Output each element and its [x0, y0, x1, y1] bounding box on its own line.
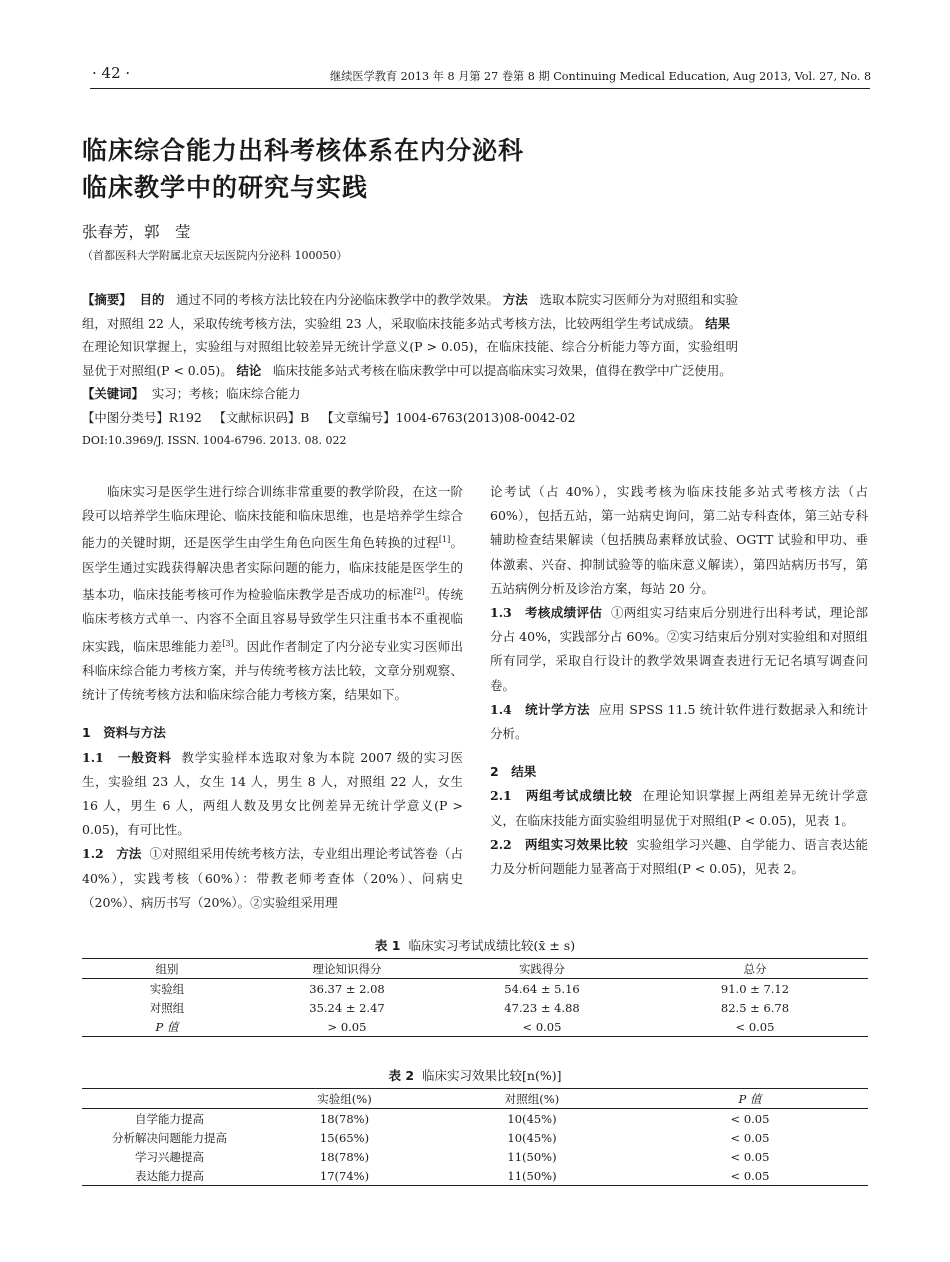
section-2-2 — [490, 833, 868, 881]
doccode-label: 【文献标识码】 — [213, 409, 301, 425]
doccode-value: B — [300, 409, 310, 425]
conclusion-label: 结论 — [236, 362, 262, 378]
section-2-heading: 2 结果 — [490, 764, 537, 780]
table-2-title: 临床实习效果比较[n(%)] — [422, 1068, 562, 1083]
table-cell: < 0.05 — [730, 1168, 770, 1183]
abstract-label: 【摘要】 — [82, 292, 132, 307]
table-cell: 36.37 ± 2.08 — [309, 981, 385, 996]
table-2-header-row — [82, 1089, 868, 1109]
result-label: 结果 — [705, 315, 731, 331]
table-cell: 10(45%) — [507, 1111, 557, 1126]
table-row — [82, 1166, 868, 1186]
method-continued: 论考试（占 40%），实践考核为临床技能多站式考核方法（占 60%），包括五站，第一站病史询问，第二站专科查体，第三站专科辅助检查结果解读（包括胰岛素释放试验、OGTT 试验和甲功、垂体激素、兴奋、抑制试验等的临床意义解读），第四站病历书写，第五站病例分析及诊治方案，每站 20 分。 — [490, 484, 868, 596]
title-line-2: 临床教学中的研究与实践 — [82, 173, 369, 202]
table-cell: 分析解决问题能力提高 — [112, 1130, 227, 1145]
table-2-header — [82, 1089, 257, 1109]
table-1-label: 表 1 — [374, 938, 401, 953]
citation-2: [2] — [413, 586, 425, 596]
table-cell: 18(78%) — [319, 1149, 370, 1164]
table-1 — [82, 958, 868, 1037]
table-1-caption — [80, 936, 870, 954]
section-1-4-label: 1.4 统计学方法 — [490, 701, 591, 717]
right-column — [490, 480, 868, 881]
section-1-1-label: 1.1 一般资料 — [82, 749, 172, 765]
table-cell: 对照组 — [149, 1000, 185, 1015]
table-cell: 学习兴趣提高 — [135, 1149, 204, 1164]
section-1-4 — [490, 698, 868, 746]
table-2 — [82, 1088, 868, 1186]
table-cell: P 值 — [155, 1019, 179, 1034]
section-1-2-label: 1.2 方法 — [82, 846, 142, 862]
table-cell: 11(50%) — [507, 1168, 557, 1183]
table-1-header: 理论知识得分 — [312, 961, 382, 976]
section-2-2-text: 实验组学习兴趣、自学能力、语言表达能力及分析问题能力显著高于对照组(P < 0.05)，见表 2。 — [490, 836, 868, 877]
table-1-header-row — [82, 959, 868, 979]
page-number: · 42 · — [92, 64, 131, 82]
doi-line: DOI:10.3969/J. ISSN. 1004-6796. 2013. 08. 022 — [82, 434, 347, 447]
table-cell: 实验组 — [149, 981, 185, 996]
citation-1: [1] — [438, 535, 451, 545]
section-1-3-label: 1.3 考核成绩评估 — [490, 605, 603, 621]
table-cell: 自学能力提高 — [135, 1111, 204, 1126]
section-2-1 — [490, 784, 868, 832]
section-2-2-label: 2.2 两组实习效果比较 — [490, 836, 628, 852]
table-2-caption — [80, 1066, 870, 1084]
article-title — [82, 132, 524, 206]
table-cell: 11(50%) — [507, 1149, 557, 1164]
keywords-label: 【关键词】 — [82, 386, 144, 401]
purpose-label: 目的 — [139, 292, 165, 307]
header-rule — [90, 88, 870, 89]
classification-line — [82, 406, 738, 430]
table-1-header: 组别 — [155, 961, 179, 976]
table-cell: 35.24 ± 2.47 — [309, 1000, 385, 1015]
intro-text-2: 。医学生通过实践获得解决患者实际问题的能力，临床技能是医学生的基本功，临床技能考核可作为检验临床教学是否成功的标准 — [82, 535, 463, 603]
table-2-header: 对照组(%) — [504, 1091, 560, 1106]
table-1-header: 总分 — [743, 961, 767, 976]
table-cell: < 0.05 — [522, 1019, 562, 1034]
table-2-header: 实验组(%) — [317, 1091, 372, 1106]
table-cell: < 0.05 — [735, 1019, 775, 1034]
abstract — [82, 288, 738, 453]
section-1-1-text: 教学实验样本选取对象为本院 2007 级的实习医生，实验组 23 人，女生 14 人，男生 8 人，对照组 22 人，女生 16 人，男生 6 人，两组人数及男女比例差异无统计学意义(P > 0.05)，有可比性。 — [82, 749, 463, 838]
intro-paragraph — [82, 480, 463, 707]
table-cell: 91.0 ± 7.12 — [720, 981, 790, 996]
table-cell: < 0.05 — [730, 1149, 770, 1164]
purpose-text: 通过不同的考核方法比较在内分泌临床教学中的教学效果。 — [176, 292, 499, 307]
table-cell: < 0.05 — [730, 1130, 770, 1145]
table-row — [82, 1109, 868, 1129]
table-row — [82, 1147, 868, 1166]
table-cell: 18(78%) — [319, 1111, 370, 1126]
table-cell: 10(45%) — [507, 1130, 557, 1145]
table-1-title: 临床实习考试成绩比较(x̄ ± s) — [408, 938, 576, 953]
section-1-heading: 1 资料与方法 — [82, 725, 166, 741]
conclusion-text: 临床技能多站式考核在临床教学中可以提高临床实习效果，值得在教学中广泛使用。 — [273, 362, 732, 378]
section-1-4-text: 应用 SPSS 11.5 统计软件进行数据录入和统计分析。 — [490, 701, 869, 742]
table-cell: 15(65%) — [319, 1130, 370, 1145]
journal-running-head: 继续医学教育 2013 年 8 月第 27 卷第 8 期 Continuing Medical Education, Aug 2013, Vol. 27, No. 8 — [330, 70, 872, 83]
affiliation: （首都医科大学附属北京天坛医院内分泌科 100050） — [82, 249, 348, 262]
table-row — [82, 979, 868, 999]
keywords-line — [82, 382, 738, 406]
result-text: 在理论知识掌握上，实验组与对照组比较差异无统计学意义(P > 0.05)，在临床技能、综合分析能力等方面，实验组明显优于对照组(P < 0.05)。 — [82, 339, 738, 378]
table-row — [82, 1017, 868, 1037]
table-2-label: 表 2 — [388, 1068, 415, 1083]
section-1-2-text: ①对照组采用传统考核方法，专业组出理论考试答卷（占 40%），实践考核（60%）：带教老师考查体（20%）、问病史（20%）、病历书写（20%）。②实验组采用理 — [82, 846, 463, 910]
authors: 张春芳，郭 莹 — [82, 223, 191, 241]
table-cell: 表达能力提高 — [135, 1168, 204, 1183]
table-cell: 47.23 ± 4.88 — [504, 1000, 580, 1015]
clc-value: R192 — [168, 409, 202, 425]
table-cell: 17(74%) — [319, 1168, 370, 1183]
clc-label: 【中图分类号】 — [82, 409, 169, 425]
section-1-3-text: ①两组实习结束后分别进行出科考试，理论部分占 40%，实践部分占 60%。②实习结束后分别对实验组和对照组所有同学，采取自行设计的教学效果调查表进行无记名填写调查问卷。 — [490, 605, 869, 693]
articleno-value: 1004-6763(2013)08-0042-02 — [395, 409, 576, 425]
method-label: 方法 — [502, 292, 528, 307]
table-row — [82, 998, 868, 1017]
section-2-1-text: 在理论知识掌握上两组差异无统计学意义，在临床技能方面实验组明显优于对照组(P < 0.05)，见表 1。 — [490, 788, 868, 828]
intro-text-3: 。传统临床考核方式单一、内容不全面且容易导致学生只注重书本不重视临床实践，临床思维能力差 — [82, 587, 463, 654]
section-1-1 — [82, 746, 463, 843]
method-text: 选取本院实习医师分为对照组和实验组，对照组 22 人，采取传统考核方法，实验组 23 人，采取临床技能多站式考核方法，比较两组学生考试成绩。 — [82, 292, 739, 331]
left-column — [82, 480, 463, 915]
table-row — [82, 1128, 868, 1147]
table-cell: 54.64 ± 5.16 — [504, 981, 580, 996]
section-1-3 — [490, 601, 868, 698]
articleno-label: 【文章编号】 — [321, 409, 396, 425]
intro-text-1: 临床实习是医学生进行综合训练非常重要的教学阶段，在这一阶段可以培养学生临床理论、临床技能和临床思维，也是培养学生综合能力的关键时期，还是医学生由学生角色向医生角色转换的过程 — [82, 484, 463, 551]
citation-3: [3] — [222, 638, 234, 648]
keywords-text: 实习；考核；临床综合能力 — [151, 386, 301, 401]
table-cell: 82.5 ± 6.78 — [720, 1000, 790, 1015]
abstract-paragraph — [82, 288, 738, 382]
table-2-header: P 值 — [738, 1091, 762, 1106]
title-line-1: 临床综合能力出科考核体系在内分泌科 — [82, 136, 525, 165]
intro-text-4: 。因此作者制定了内分泌专业实习医师出科临床综合能力考核方案，并与传统考核方法比较，文章分别观察、统计了传统考核方法和临床综合能力考核方案，结果如下。 — [82, 638, 463, 703]
table-1-header: 实践得分 — [519, 961, 565, 976]
table-cell: < 0.05 — [730, 1111, 770, 1126]
section-2-1-label: 2.1 两组考试成绩比较 — [490, 788, 633, 804]
table-cell: > 0.05 — [327, 1019, 367, 1034]
section-1-2 — [82, 842, 463, 915]
